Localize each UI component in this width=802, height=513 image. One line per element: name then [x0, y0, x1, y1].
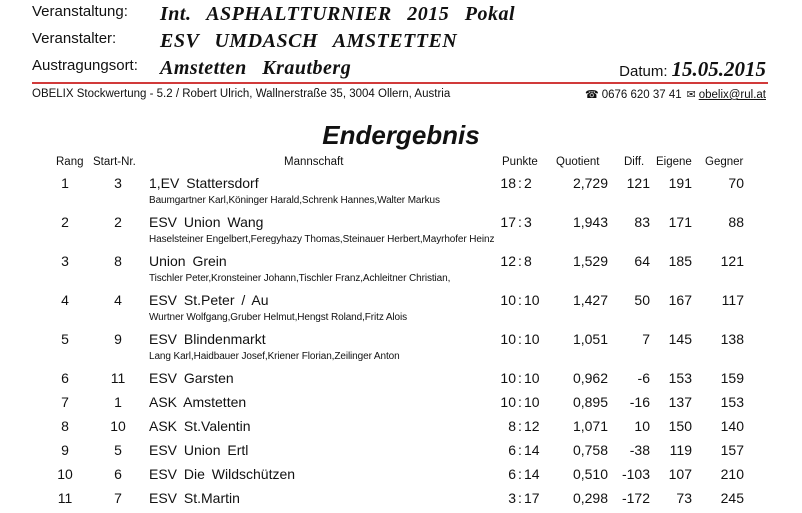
date-value: 15.05.2015 — [671, 57, 766, 81]
points-separator: : — [518, 292, 522, 308]
organizer-name: ESV UMDASCH AMSTETTEN — [160, 30, 458, 52]
rank-cell: 6 — [61, 370, 69, 386]
rank-cell: 2 — [61, 214, 69, 230]
envelope-icon: ✉ — [686, 89, 696, 101]
team-players: Haselsteiner Engelbert,Feregyhazy Thomas,Steinauer Herbert,Mayrhofer Heinz — [149, 234, 495, 245]
event-row — [0, 3, 802, 27]
team-name-cell: 1,EV Stattersdorf — [149, 175, 259, 191]
difference-cell: -38 — [629, 442, 650, 458]
own-score-cell: 107 — [668, 466, 692, 482]
header-eigene: Eigene — [656, 156, 692, 168]
column-headers — [0, 156, 802, 170]
quotient-cell: 0,962 — [572, 370, 608, 386]
rank-cell: 10 — [57, 466, 73, 482]
start-number-cell: 5 — [114, 442, 122, 458]
phone-number: 0676 620 37 41 — [601, 89, 682, 101]
quotient-cell: 0,510 — [572, 466, 608, 482]
quotient-cell: 1,943 — [572, 214, 608, 230]
opponent-score-cell: 121 — [720, 253, 744, 269]
rank-cell: 9 — [61, 442, 69, 458]
venue-name: Amstetten Krautberg — [160, 57, 352, 79]
opponent-score-cell: 140 — [720, 418, 744, 434]
venue-row — [0, 57, 802, 81]
result-row — [0, 173, 802, 212]
header-diff: Diff. — [624, 156, 645, 168]
team-name-cell: ESV St.Martin — [149, 490, 240, 506]
team-name-cell: ASK Amstetten — [149, 394, 247, 410]
difference-cell: 10 — [634, 418, 650, 434]
points-against-cell: 3 — [524, 214, 532, 230]
quotient-cell: 1,427 — [572, 292, 608, 308]
start-number-cell: 8 — [114, 253, 122, 269]
phone-icon: ☎ — [585, 89, 599, 101]
own-score-cell: 191 — [668, 175, 692, 191]
organizer-label: Veranstalter: — [32, 30, 117, 47]
quotient-cell: 0,758 — [572, 442, 608, 458]
points-for-cell: 6 — [508, 442, 516, 458]
result-row — [0, 440, 802, 464]
own-score-cell: 167 — [668, 292, 692, 308]
quotient-cell: 1,529 — [572, 253, 608, 269]
quotient-cell: 1,051 — [572, 331, 608, 347]
difference-cell: 7 — [642, 331, 650, 347]
points-for-cell: 10 — [500, 394, 516, 410]
page-title-text: Endergebnis — [322, 120, 480, 150]
points-separator: : — [518, 370, 522, 386]
points-for-cell: 10 — [500, 370, 516, 386]
date-block — [619, 57, 766, 82]
result-row — [0, 488, 802, 512]
opponent-score-cell: 157 — [720, 442, 744, 458]
own-score-cell: 137 — [668, 394, 692, 410]
team-name-cell: ESV Garsten — [149, 370, 234, 386]
difference-cell: -103 — [621, 466, 650, 482]
opponent-score-cell: 153 — [720, 394, 744, 410]
points-for-cell: 17 — [500, 214, 516, 230]
team-players: Baumgartner Karl,Köninger Harald,Schrenk Hannes,Walter Markus — [149, 195, 440, 206]
points-separator: : — [518, 490, 522, 506]
own-score-cell: 185 — [668, 253, 692, 269]
team-players: Lang Karl,Haidbauer Josef,Kriener Florian,Zeilinger Anton — [149, 351, 400, 362]
event-name: Int. ASPHALTTURNIER 2015 Pokal — [160, 3, 516, 25]
points-for-cell: 10 — [500, 331, 516, 347]
phone-block — [585, 88, 682, 101]
points-for-cell: 18 — [500, 175, 516, 191]
rank-cell: 4 — [61, 292, 69, 308]
difference-cell: -16 — [629, 394, 650, 410]
difference-cell: 50 — [634, 292, 650, 308]
result-row — [0, 290, 802, 329]
rank-cell: 8 — [61, 418, 69, 434]
team-players: Wurtner Wolfgang,Gruber Helmut,Hengst Roland,Fritz Alois — [149, 312, 408, 323]
team-name-cell: ESV Blindenmarkt — [149, 331, 266, 347]
start-number-cell: 9 — [114, 331, 122, 347]
result-row — [0, 212, 802, 251]
own-score-cell: 73 — [676, 490, 692, 506]
points-for-cell: 8 — [508, 418, 516, 434]
result-row — [0, 329, 802, 368]
start-number-cell: 3 — [114, 175, 122, 191]
rank-cell: 7 — [61, 394, 69, 410]
quotient-cell: 2,729 — [572, 175, 608, 191]
points-separator: : — [518, 418, 522, 434]
points-against-cell: 8 — [524, 253, 532, 269]
difference-cell: 121 — [626, 175, 650, 191]
points-separator: : — [518, 466, 522, 482]
opponent-score-cell: 210 — [720, 466, 744, 482]
points-against-cell: 17 — [524, 490, 540, 506]
mail-block — [686, 88, 766, 101]
points-separator: : — [518, 214, 522, 230]
opponent-score-cell: 138 — [720, 331, 744, 347]
points-against-cell: 10 — [524, 331, 540, 347]
points-for-cell: 10 — [500, 292, 516, 308]
own-score-cell: 119 — [669, 442, 692, 458]
start-number-cell: 4 — [114, 292, 122, 308]
results-table — [0, 173, 802, 512]
start-number-cell: 2 — [114, 214, 122, 230]
rank-cell: 11 — [57, 490, 73, 506]
page-title — [0, 120, 802, 151]
event-label: Veranstaltung: — [32, 3, 128, 20]
difference-cell: 83 — [634, 214, 650, 230]
header-start-nr: Start-Nr. — [93, 156, 136, 168]
start-number-cell: 1 — [114, 394, 122, 410]
team-name-cell: ASK St.Valentin — [149, 418, 251, 434]
header-rang: Rang — [56, 156, 84, 168]
points-against-cell: 12 — [524, 418, 540, 434]
own-score-cell: 171 — [668, 214, 692, 230]
email-link[interactable]: obelix@rul.at — [698, 89, 766, 101]
points-separator: : — [518, 253, 522, 269]
result-row — [0, 368, 802, 392]
start-number-cell: 10 — [110, 418, 126, 434]
points-for-cell: 12 — [500, 253, 516, 269]
header-quotient: Quotient — [556, 156, 600, 168]
points-separator: : — [518, 331, 522, 347]
software-info-line — [32, 88, 766, 102]
rank-cell: 3 — [61, 253, 69, 269]
header-divider — [32, 82, 768, 84]
points-for-cell: 3 — [508, 490, 516, 506]
team-name-cell: Union Grein — [149, 253, 227, 269]
opponent-score-cell: 70 — [728, 175, 744, 191]
opponent-score-cell: 159 — [720, 370, 744, 386]
rank-cell: 1 — [61, 175, 69, 191]
own-score-cell: 150 — [668, 418, 692, 434]
opponent-score-cell: 245 — [720, 490, 744, 506]
header-mannschaft: Mannschaft — [284, 156, 344, 168]
venue-label: Austragungsort: — [32, 57, 138, 74]
points-against-cell: 14 — [524, 442, 540, 458]
points-separator: : — [518, 442, 522, 458]
points-against-cell: 10 — [524, 394, 540, 410]
rank-cell: 5 — [61, 331, 69, 347]
points-separator: : — [518, 175, 522, 191]
quotient-cell: 0,298 — [572, 490, 608, 506]
difference-cell: -172 — [621, 490, 650, 506]
difference-cell: -6 — [637, 370, 650, 386]
own-score-cell: 153 — [668, 370, 692, 386]
result-row — [0, 464, 802, 488]
points-against-cell: 10 — [524, 370, 540, 386]
header-punkte: Punkte — [502, 156, 538, 168]
points-for-cell: 6 — [508, 466, 516, 482]
points-separator: : — [518, 394, 522, 410]
header-gegner: Gegner — [705, 156, 744, 168]
team-name-cell: ESV Union Ertl — [149, 442, 249, 458]
team-players: Tischler Peter,Kronsteiner Johann,Tischler Franz,Achleitner Christian, — [149, 273, 451, 284]
points-against-cell: 14 — [524, 466, 540, 482]
opponent-score-cell: 117 — [721, 292, 744, 308]
points-against-cell: 2 — [524, 175, 532, 191]
date-label: Datum: — [619, 63, 668, 80]
start-number-cell: 7 — [114, 490, 122, 506]
result-row — [0, 416, 802, 440]
software-credit: OBELIX Stockwertung - 5.2 / Robert Ulrich, Wallnerstraße 35, 3004 Ollern, Austria — [32, 88, 451, 100]
quotient-cell: 1,071 — [572, 418, 608, 434]
team-name-cell: ESV Union Wang — [149, 214, 264, 230]
difference-cell: 64 — [634, 253, 650, 269]
own-score-cell: 145 — [668, 331, 692, 347]
points-against-cell: 10 — [524, 292, 540, 308]
quotient-cell: 0,895 — [572, 394, 608, 410]
opponent-score-cell: 88 — [728, 214, 744, 230]
organizer-row — [0, 30, 802, 54]
start-number-cell: 6 — [114, 466, 122, 482]
team-name-cell: ESV Die Wildschützen — [149, 466, 296, 482]
team-name-cell: ESV St.Peter / Au — [149, 292, 269, 308]
start-number-cell: 11 — [110, 370, 126, 386]
result-row — [0, 392, 802, 416]
result-row — [0, 251, 802, 290]
